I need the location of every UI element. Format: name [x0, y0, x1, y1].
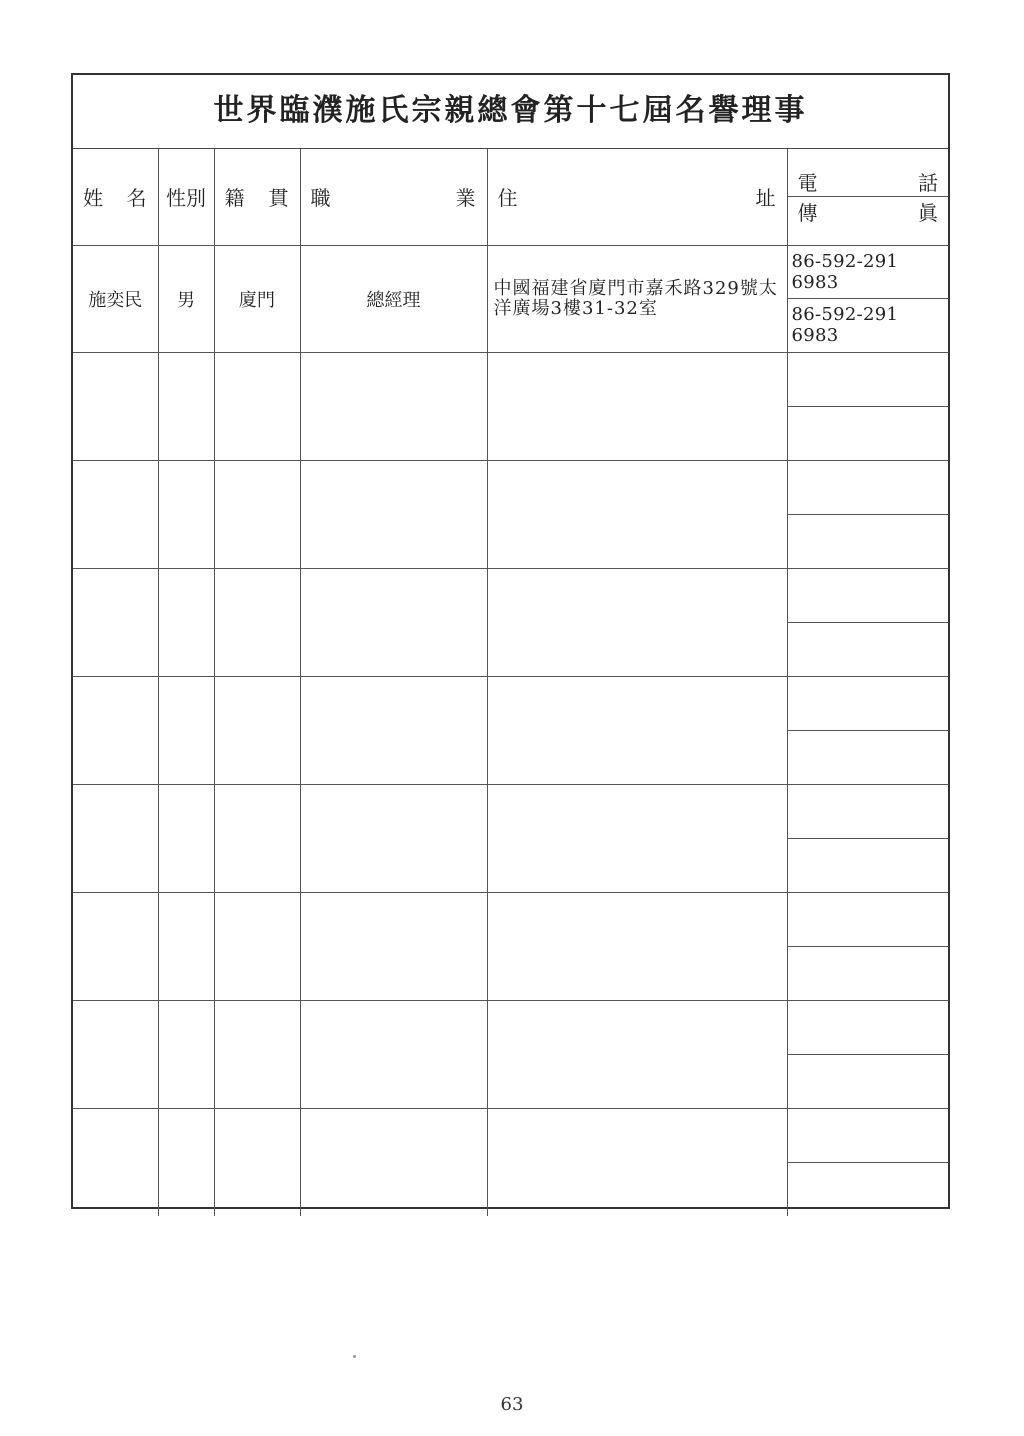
cell-address — [487, 568, 787, 676]
directory-table — [73, 149, 949, 1216]
cell-address — [487, 460, 787, 568]
cell-fax — [788, 407, 950, 460]
cell-origin — [214, 1108, 300, 1216]
cell-address — [487, 892, 787, 1000]
cell-name — [73, 352, 158, 460]
cell-origin — [214, 460, 300, 568]
table-row — [73, 245, 949, 352]
cell-fax — [788, 1163, 950, 1216]
table-row — [73, 676, 949, 784]
cell-contact — [787, 352, 949, 460]
cell-occupation: 總經理 — [300, 245, 487, 352]
cell-contact — [787, 784, 949, 892]
cell-fax: 86-592-291 6983 — [791, 304, 899, 347]
cell-occupation — [300, 460, 487, 568]
title-row — [73, 75, 948, 149]
cell-gender — [158, 892, 214, 1000]
cell-contact — [787, 568, 949, 676]
cell-occupation — [300, 676, 487, 784]
cell-occupation — [300, 352, 487, 460]
cell-address — [487, 784, 787, 892]
cell-address — [487, 352, 787, 460]
cell-name — [73, 892, 158, 1000]
cell-contact — [787, 676, 949, 784]
cell-gender — [158, 1108, 214, 1216]
cell-occupation — [300, 892, 487, 1000]
cell-origin — [214, 892, 300, 1000]
cell-contact — [787, 892, 949, 1000]
header-name: 姓 名 — [73, 149, 158, 245]
table-row — [73, 1000, 949, 1108]
cell-fax — [788, 515, 950, 568]
cell-origin — [214, 784, 300, 892]
cell-gender — [158, 784, 214, 892]
cell-phone — [788, 1001, 950, 1055]
cell-gender: 男 — [158, 245, 214, 352]
cell-occupation — [300, 1108, 487, 1216]
cell-fax — [788, 731, 950, 784]
cell-contact — [787, 245, 949, 352]
cell-origin — [214, 568, 300, 676]
scan-speck — [353, 1355, 356, 1358]
cell-occupation — [300, 568, 487, 676]
cell-gender — [158, 1000, 214, 1108]
cell-origin — [214, 676, 300, 784]
cell-origin — [214, 352, 300, 460]
cell-address — [487, 1108, 787, 1216]
cell-phone — [788, 569, 950, 623]
cell-gender — [158, 568, 214, 676]
cell-occupation — [300, 784, 487, 892]
table-row — [73, 892, 949, 1000]
cell-fax — [788, 1055, 950, 1108]
cell-contact — [787, 1000, 949, 1108]
header-occupation: 職 業 — [300, 149, 487, 245]
cell-fax — [788, 623, 950, 676]
cell-phone — [788, 1109, 950, 1163]
cell-gender — [158, 460, 214, 568]
header-phone: 電 話 — [788, 167, 950, 197]
table-row — [73, 1108, 949, 1216]
cell-origin: 廈門 — [214, 245, 300, 352]
page-number: 63 — [500, 1394, 524, 1415]
table-row — [73, 460, 949, 568]
cell-name: 施奕民 — [73, 245, 158, 352]
header-gender: 性別 — [158, 149, 214, 245]
directory-sheet — [71, 73, 950, 1209]
cell-phone — [788, 677, 950, 731]
table-row — [73, 352, 949, 460]
cell-address — [487, 676, 787, 784]
cell-address: 中國福建省廈門市嘉禾路329號太洋廣場3樓31-32室 — [487, 245, 787, 352]
cell-occupation — [300, 1000, 487, 1108]
cell-phone: 86-592-291 6983 — [788, 246, 950, 300]
header-origin: 籍 貫 — [214, 149, 300, 245]
header-address: 住 址 — [487, 149, 787, 245]
cell-contact — [787, 1108, 949, 1216]
cell-phone — [788, 353, 950, 407]
cell-name — [73, 784, 158, 892]
cell-fax — [788, 947, 950, 1000]
cell-phone — [788, 461, 950, 515]
table-row — [73, 568, 949, 676]
header-fax: 傳 眞 — [797, 201, 939, 226]
page-title: 世界臨濮施氏宗親總會第十七屆名譽理事 — [213, 92, 808, 128]
cell-gender — [158, 352, 214, 460]
cell-name — [73, 1108, 158, 1216]
header-contact — [787, 149, 949, 245]
cell-gender — [158, 676, 214, 784]
cell-name — [73, 460, 158, 568]
table-row — [73, 784, 949, 892]
header-row — [73, 149, 949, 245]
cell-phone — [788, 893, 950, 947]
cell-fax — [788, 839, 950, 892]
cell-name — [73, 1000, 158, 1108]
cell-name — [73, 676, 158, 784]
cell-phone — [788, 785, 950, 839]
cell-origin — [214, 1000, 300, 1108]
cell-name — [73, 568, 158, 676]
cell-contact — [787, 460, 949, 568]
cell-address — [487, 1000, 787, 1108]
